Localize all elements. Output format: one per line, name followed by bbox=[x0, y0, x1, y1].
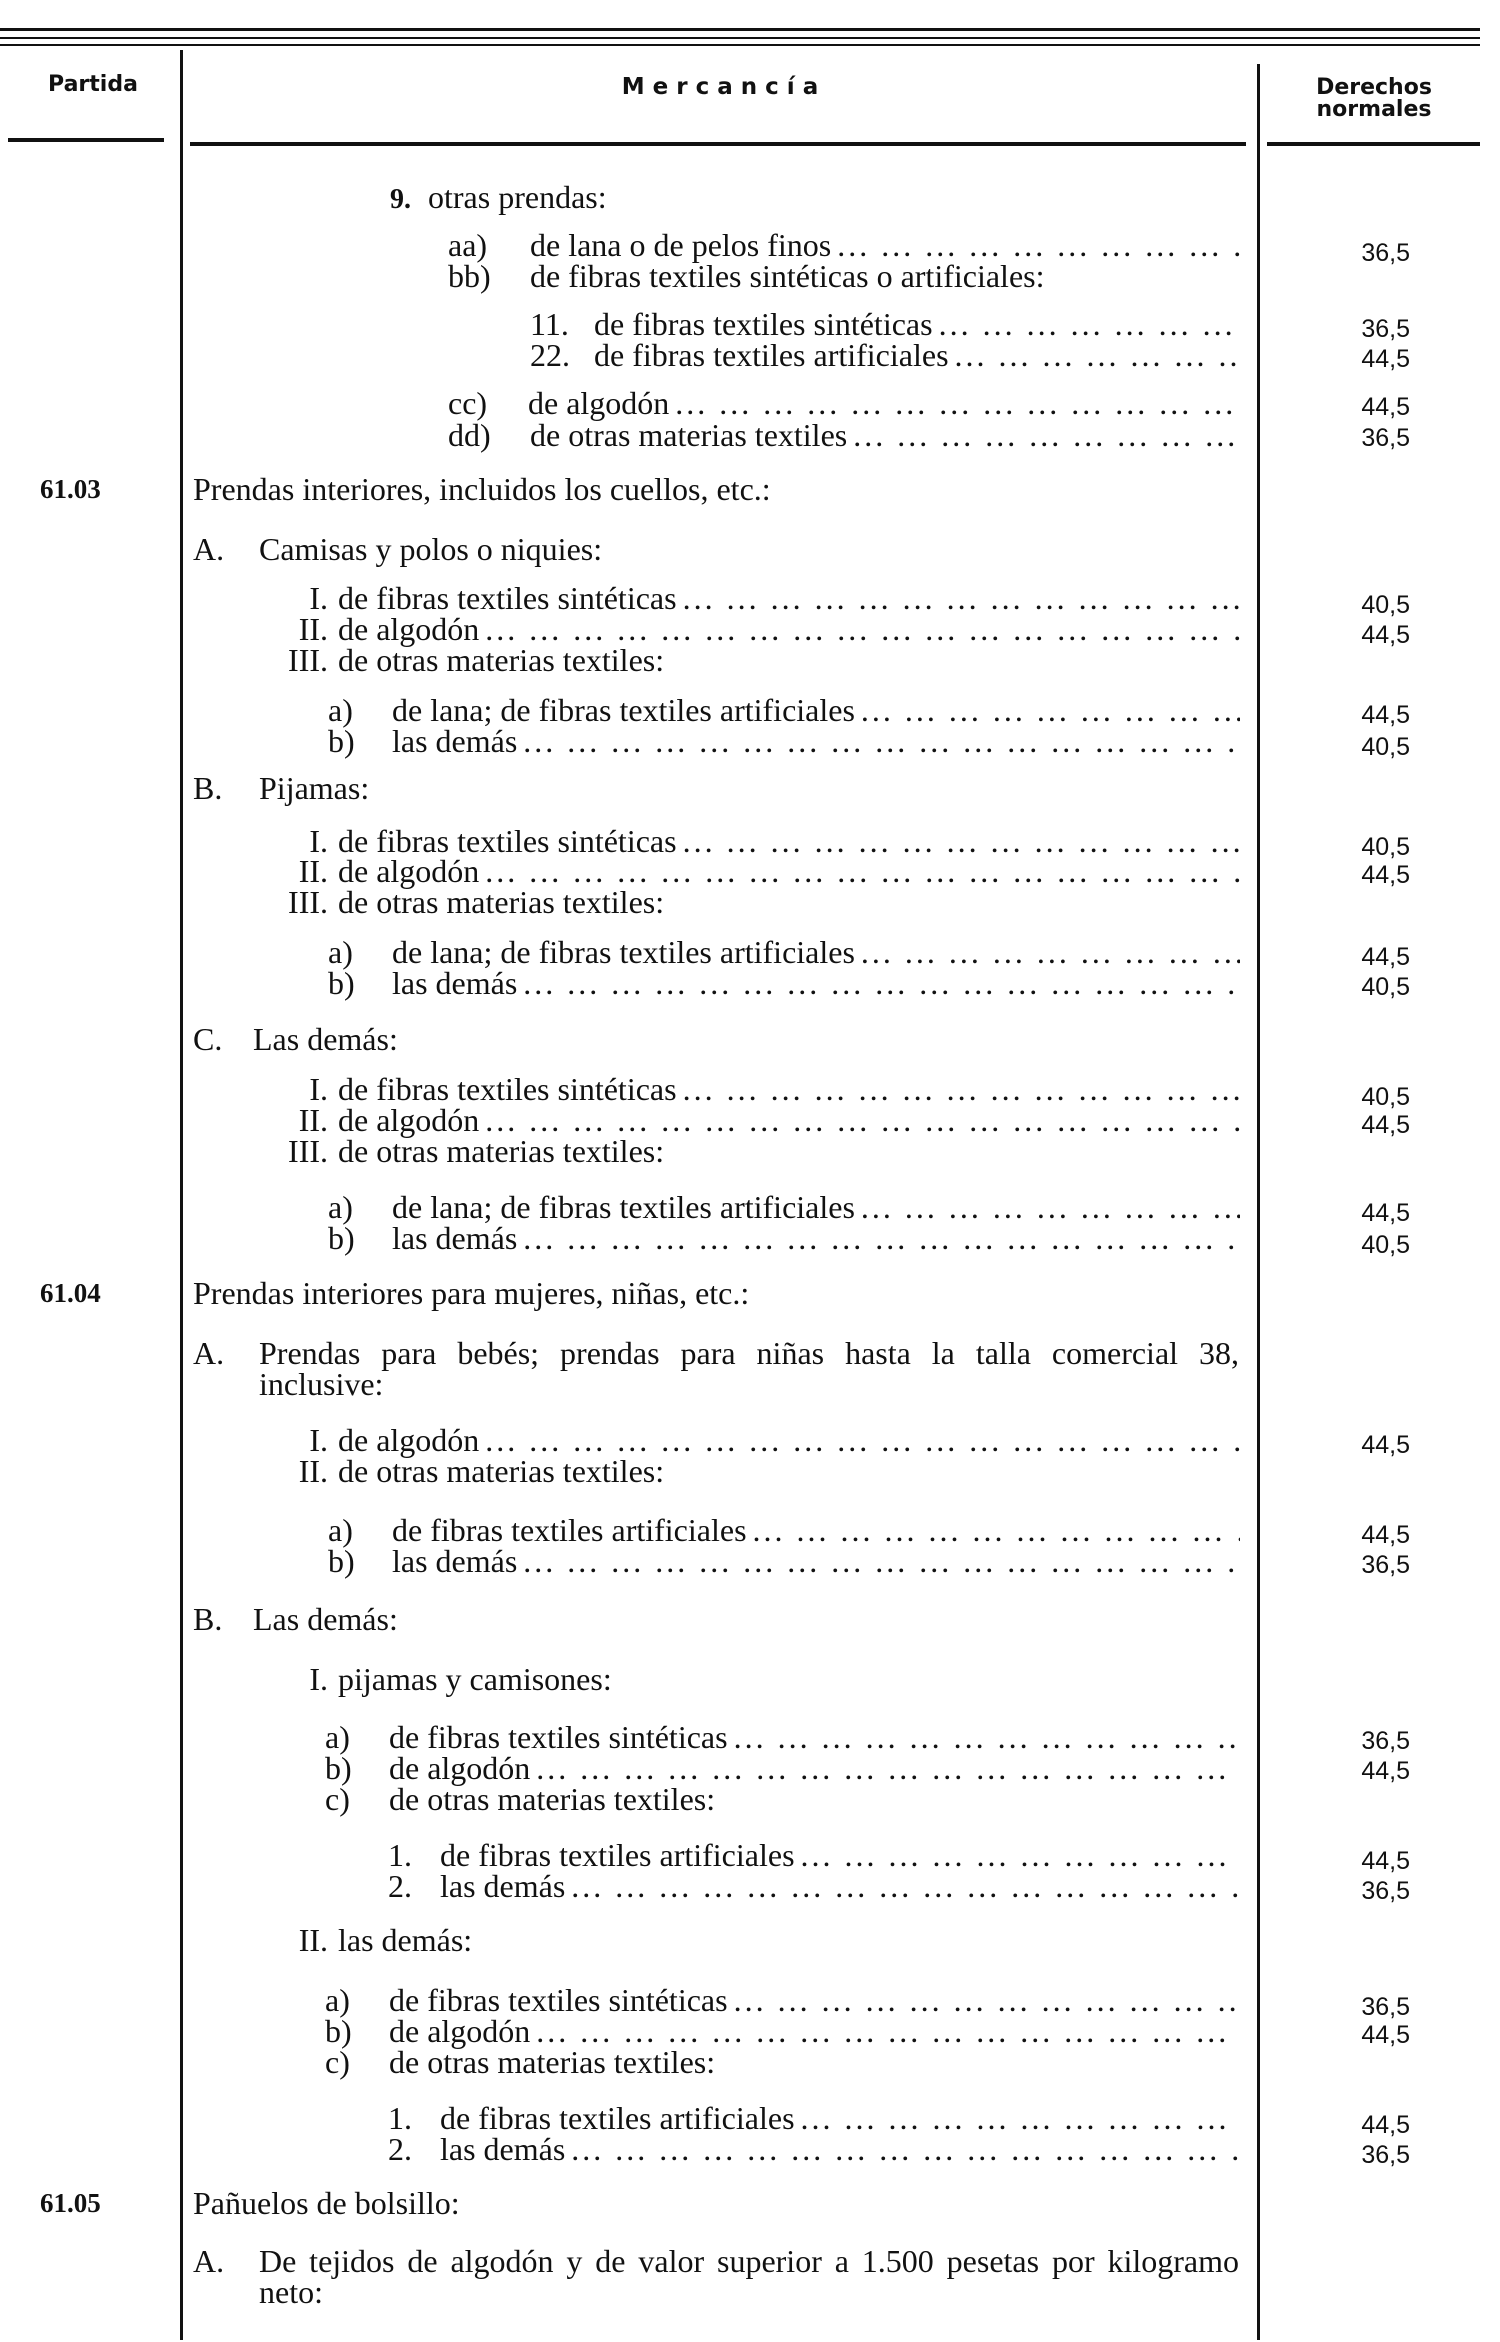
line-marker: a) bbox=[328, 692, 353, 728]
value-cell: 44,5 bbox=[1361, 1431, 1410, 1459]
line-marker: b) bbox=[328, 723, 355, 759]
line-marker: A. bbox=[193, 531, 225, 567]
leader-dots bbox=[683, 1074, 1240, 1105]
leader-dots bbox=[523, 1223, 1240, 1254]
value-cell: 44,5 bbox=[1361, 701, 1410, 729]
line-marker: b) bbox=[328, 1220, 355, 1256]
line-2-las-demas bbox=[388, 2131, 1240, 2167]
line-marker: III. bbox=[288, 642, 328, 678]
line-text: de fibras textiles sintéticas bbox=[338, 823, 677, 859]
header-derechos: Derechos bbox=[1316, 75, 1432, 100]
header-underline-partida bbox=[8, 138, 164, 142]
line-marker: b) bbox=[325, 1750, 352, 1786]
line-marker: 2. bbox=[388, 2131, 412, 2167]
line-text: de fibras textiles sintéticas bbox=[389, 1982, 728, 2018]
line-I-sinteticas bbox=[260, 580, 1240, 616]
value-cell: 44,5 bbox=[1361, 621, 1410, 649]
line-marker: c) bbox=[325, 2044, 350, 2080]
leader-dots bbox=[801, 1840, 1240, 1871]
value-cell: 40,5 bbox=[1361, 591, 1410, 619]
line-marker: aa) bbox=[448, 227, 488, 263]
value-cell: 44,5 bbox=[1361, 393, 1410, 421]
partida-code: 61.03 bbox=[40, 474, 101, 504]
line-marker: b) bbox=[328, 1543, 355, 1579]
line-text: de algodón bbox=[338, 1422, 480, 1458]
line-C-las-demas bbox=[193, 1021, 1238, 1057]
line-text: Las demás: bbox=[253, 1601, 398, 1637]
line-text: Prendas interiores para mujeres, niñas, etc.: bbox=[193, 1275, 750, 1311]
line-marker: 11. bbox=[530, 306, 569, 342]
paragraph-tejidos-algodon: De tejidos de algodón y de valor superior a 1.500 pesetas por kilogramo neto: bbox=[259, 2243, 1239, 2310]
line-marker: A. bbox=[193, 2243, 225, 2279]
value-cell: 36,5 bbox=[1361, 1877, 1410, 1905]
leader-dots bbox=[837, 230, 1240, 261]
top-rule-2 bbox=[0, 37, 1480, 39]
line-text: de algodón bbox=[338, 611, 480, 647]
line-c-otras bbox=[325, 1781, 1240, 1817]
line-text: de lana o de pelos finos bbox=[530, 227, 832, 263]
line-II-algodon bbox=[260, 1102, 1240, 1138]
value-cell: 36,5 bbox=[1361, 1727, 1410, 1755]
line-11-sinteticas bbox=[530, 306, 1240, 342]
line-I-pijamas-camisones bbox=[260, 1661, 1240, 1697]
line-text: de fibras textiles artificiales bbox=[440, 1837, 795, 1873]
value-cell: 44,5 bbox=[1361, 1521, 1410, 1549]
line-I-algodon bbox=[260, 1422, 1240, 1458]
top-rule-1 bbox=[0, 28, 1480, 31]
line-A-marker bbox=[193, 2243, 259, 2279]
line-marker: cc) bbox=[448, 385, 488, 421]
line-marker: dd) bbox=[448, 417, 491, 453]
leader-dots bbox=[536, 2016, 1240, 2047]
line-text: de fibras textiles sintéticas o artificiales: bbox=[530, 258, 1045, 294]
line-marker: II. bbox=[298, 1922, 328, 1958]
line-marker: II. bbox=[298, 611, 328, 647]
line-prendas-interiores bbox=[193, 471, 1238, 507]
line-panuelos bbox=[193, 2185, 1238, 2221]
value-cell: 40,5 bbox=[1361, 1083, 1410, 1111]
line-marker: B. bbox=[193, 1601, 223, 1637]
line-text: las demás bbox=[440, 1868, 566, 1904]
value-cell: 36,5 bbox=[1361, 315, 1410, 343]
leader-dots bbox=[734, 1985, 1240, 2016]
line-b-algodon bbox=[325, 1750, 1240, 1786]
line-text: de otras materias textiles: bbox=[389, 2044, 716, 2080]
value-cell: 44,5 bbox=[1361, 1111, 1410, 1139]
line-B-pijamas bbox=[193, 770, 1238, 806]
value-cell: 44,5 bbox=[1361, 861, 1410, 889]
leader-dots bbox=[571, 1871, 1240, 1902]
line-cc-algodon bbox=[448, 385, 1240, 421]
leader-dots bbox=[939, 309, 1240, 340]
line-b-las-demas bbox=[328, 1220, 1240, 1256]
line-2-las-demas bbox=[388, 1868, 1240, 1904]
leader-dots bbox=[523, 1546, 1240, 1577]
header-partida: Partida bbox=[48, 72, 138, 97]
line-text: las demás: bbox=[338, 1922, 473, 1958]
partida-code: 61.05 bbox=[40, 2188, 101, 2218]
line-marker: III. bbox=[288, 1133, 328, 1169]
line-otras-prendas bbox=[390, 179, 1240, 215]
line-text: de otras materias textiles: bbox=[338, 1453, 665, 1489]
line-marker: a) bbox=[328, 1189, 353, 1225]
line-II-las-demas bbox=[260, 1922, 1240, 1958]
line-text: de fibras textiles sintéticas bbox=[338, 580, 677, 616]
line-marker: a) bbox=[325, 1982, 350, 2018]
leader-dots bbox=[485, 1425, 1240, 1456]
leader-dots bbox=[861, 937, 1240, 968]
line-text: las demás bbox=[440, 2131, 566, 2167]
header-normales: normales bbox=[1316, 97, 1432, 122]
value-cell: 36,5 bbox=[1361, 1551, 1410, 1579]
line-marker: I. bbox=[309, 580, 328, 616]
line-marker: A. bbox=[193, 1335, 225, 1371]
leader-dots bbox=[523, 968, 1240, 999]
value-cell: 44,5 bbox=[1361, 345, 1410, 373]
partida-code: 61.04 bbox=[40, 1278, 101, 1308]
header-underline-mercancia bbox=[190, 142, 1246, 146]
line-marker: II. bbox=[298, 1102, 328, 1138]
line-22-artificiales bbox=[530, 337, 1240, 373]
line-text: de fibras textiles sintéticas bbox=[389, 1719, 728, 1755]
line-marker: I. bbox=[309, 1661, 328, 1697]
line-marker: 1. bbox=[388, 2100, 412, 2136]
line-a-artificiales bbox=[328, 1512, 1240, 1548]
leader-dots bbox=[571, 2134, 1240, 2165]
value-cell: 40,5 bbox=[1361, 833, 1410, 861]
value-cell: 44,5 bbox=[1361, 1847, 1410, 1875]
value-cell: 36,5 bbox=[1361, 239, 1410, 267]
line-text: de otras materias textiles: bbox=[338, 884, 665, 920]
value-cell: 36,5 bbox=[1361, 1993, 1410, 2021]
value-cell: 36,5 bbox=[1361, 2141, 1410, 2169]
line-b-las-demas bbox=[328, 723, 1240, 759]
value-cell: 40,5 bbox=[1361, 1231, 1410, 1259]
line-text: de algodón bbox=[338, 1102, 480, 1138]
value-cell: 44,5 bbox=[1361, 2021, 1410, 2049]
line-a-sinteticas bbox=[325, 1719, 1240, 1755]
line-text: de algodón bbox=[528, 385, 670, 421]
line-text: las demás bbox=[392, 965, 518, 1001]
line-1-artificiales bbox=[388, 1837, 1240, 1873]
leader-dots bbox=[683, 583, 1240, 614]
line-text: de lana; de fibras textiles artificiales bbox=[392, 934, 855, 970]
value-cell: 44,5 bbox=[1361, 1199, 1410, 1227]
line-a-sinteticas bbox=[325, 1982, 1240, 2018]
line-1-artificiales bbox=[388, 2100, 1240, 2136]
line-text: de otras materias textiles: bbox=[338, 642, 665, 678]
line-marker: III. bbox=[288, 884, 328, 920]
line-marker: b) bbox=[328, 965, 355, 1001]
line-marker: 2. bbox=[388, 1868, 412, 1904]
value-cell: 36,5 bbox=[1361, 424, 1410, 452]
line-III-otras bbox=[260, 884, 1240, 920]
leader-dots bbox=[734, 1722, 1240, 1753]
line-text: de fibras textiles artificiales bbox=[392, 1512, 747, 1548]
line-II-algodon bbox=[260, 853, 1240, 889]
line-marker: B. bbox=[193, 770, 223, 806]
line-marker: c) bbox=[325, 1781, 350, 1817]
line-dd-otras-materias bbox=[448, 417, 1240, 453]
line-II-algodon bbox=[260, 611, 1240, 647]
line-prendas-mujeres bbox=[193, 1275, 1238, 1311]
leader-dots bbox=[683, 826, 1240, 857]
line-A-camisas bbox=[193, 531, 1238, 567]
line-marker: 22. bbox=[530, 337, 570, 373]
line-marker: a) bbox=[325, 1719, 350, 1755]
line-II-otras bbox=[260, 1453, 1240, 1489]
line-III-otras bbox=[260, 642, 1240, 678]
line-text: de algodón bbox=[389, 1750, 531, 1786]
line-text: de otras materias textiles: bbox=[389, 1781, 716, 1817]
line-b-las-demas bbox=[328, 965, 1240, 1001]
leader-dots bbox=[485, 614, 1240, 645]
line-text: pijamas y camisones: bbox=[338, 1661, 612, 1697]
line-text: de fibras textiles artificiales bbox=[594, 337, 949, 373]
leader-dots bbox=[955, 340, 1240, 371]
line-text: las demás bbox=[392, 1220, 518, 1256]
line-b-algodon bbox=[325, 2013, 1240, 2049]
line-marker: a) bbox=[328, 934, 353, 970]
line-a-lana bbox=[328, 1189, 1240, 1225]
line-text: Pañuelos de bolsillo: bbox=[193, 2185, 460, 2221]
line-text: de algodón bbox=[338, 853, 480, 889]
value-cell: 44,5 bbox=[1361, 943, 1410, 971]
line-text: las demás bbox=[392, 723, 518, 759]
line-text: de lana; de fibras textiles artificiales bbox=[392, 692, 855, 728]
line-text: de otras materias textiles: bbox=[338, 1133, 665, 1169]
line-a-lana bbox=[328, 934, 1240, 970]
line-text: las demás bbox=[392, 1543, 518, 1579]
line-marker: I. bbox=[309, 823, 328, 859]
line-text: de algodón bbox=[389, 2013, 531, 2049]
line-text: Pijamas: bbox=[259, 770, 370, 806]
line-I-sinteticas bbox=[260, 1071, 1240, 1107]
leader-dots bbox=[536, 1753, 1240, 1784]
line-marker: II. bbox=[298, 853, 328, 889]
line-text: de lana; de fibras textiles artificiales bbox=[392, 1189, 855, 1225]
value-cell: 44,5 bbox=[1361, 2111, 1410, 2139]
line-c-otras bbox=[325, 2044, 1240, 2080]
line-A-marker bbox=[193, 1335, 259, 1371]
line-text: Camisas y polos o niquies: bbox=[259, 531, 603, 567]
line-text: de otras materias textiles bbox=[530, 417, 848, 453]
line-text: Prendas interiores, incluidos los cuellos, etc.: bbox=[193, 471, 771, 507]
leader-dots bbox=[861, 695, 1240, 726]
top-rule-3 bbox=[0, 44, 1480, 46]
leader-dots bbox=[523, 726, 1240, 757]
line-marker: II. bbox=[298, 1453, 328, 1489]
line-text: de fibras textiles sintéticas bbox=[594, 306, 933, 342]
line-marker: 1. bbox=[388, 1837, 412, 1873]
line-sinteticas-artificiales bbox=[448, 258, 1240, 294]
leader-dots bbox=[853, 420, 1240, 451]
line-B-las-demas bbox=[193, 1601, 1238, 1637]
line-marker: I. bbox=[309, 1071, 328, 1107]
leader-dots bbox=[485, 1105, 1240, 1136]
value-cell: 40,5 bbox=[1361, 733, 1410, 761]
leader-dots bbox=[485, 856, 1240, 887]
column-divider-right bbox=[1257, 64, 1260, 2340]
line-marker: 9. bbox=[390, 184, 411, 215]
header-mercancia: M e r c a n c í a bbox=[621, 74, 819, 100]
line-III-otras bbox=[260, 1133, 1240, 1169]
leader-dots bbox=[675, 388, 1240, 419]
line-lana-pelos-finos bbox=[448, 227, 1240, 263]
column-divider-left bbox=[180, 50, 183, 2340]
leader-dots bbox=[861, 1192, 1240, 1223]
line-text: de fibras textiles sintéticas bbox=[338, 1071, 677, 1107]
paragraph-prendas-bebes: Prendas para bebés; prendas para niñas hasta la talla comercial 38, inclusive: bbox=[259, 1335, 1239, 1402]
line-text: Las demás: bbox=[253, 1021, 398, 1057]
line-text: de fibras textiles artificiales bbox=[440, 2100, 795, 2136]
line-marker: bb) bbox=[448, 258, 491, 294]
value-cell: 40,5 bbox=[1361, 973, 1410, 1001]
line-b-las-demas bbox=[328, 1543, 1240, 1579]
line-marker: I. bbox=[309, 1422, 328, 1458]
line-marker: a) bbox=[328, 1512, 353, 1548]
line-a-lana bbox=[328, 692, 1240, 728]
leader-dots bbox=[801, 2103, 1240, 2134]
header-underline-derechos bbox=[1267, 142, 1480, 146]
leader-dots bbox=[753, 1515, 1240, 1546]
line-text: otras prendas: bbox=[428, 179, 607, 215]
line-marker: C. bbox=[193, 1021, 223, 1057]
line-marker: b) bbox=[325, 2013, 352, 2049]
value-cell: 44,5 bbox=[1361, 1757, 1410, 1785]
